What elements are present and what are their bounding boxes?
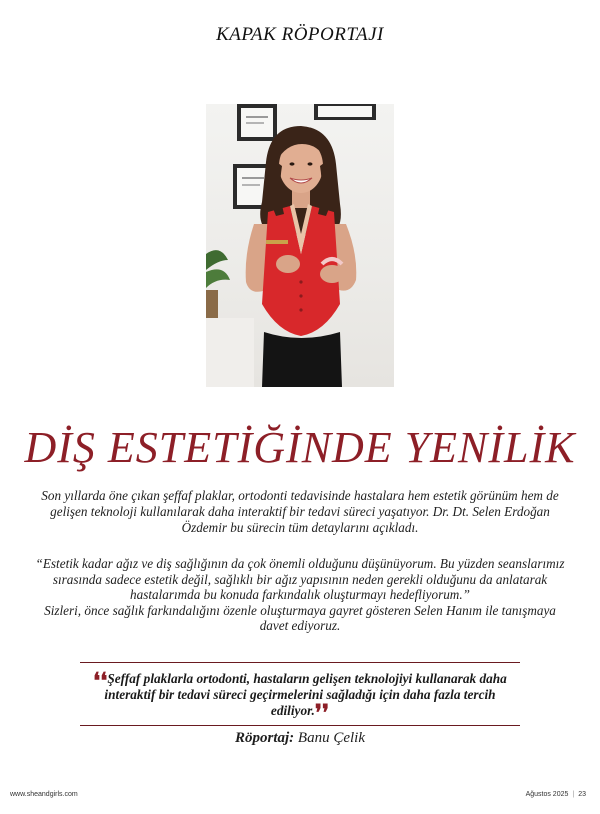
footer-issue: Ağustos 2025 [525, 791, 569, 798]
byline-name: Banu Çelik [297, 730, 365, 746]
portrait-illustration [206, 104, 394, 387]
article-invite: Sizleri, önce sağlık farkındalığını özenle oluşturmaya gayret gösteren Selen Hanım ile tanışmaya davet ediyoruz. [44, 602, 556, 633]
portrait-photo [206, 104, 394, 387]
footer-separator: | [572, 791, 575, 798]
article-title: DİŞ ESTETİĞİNDE YENİLİK [24, 423, 576, 472]
article-intro: Son yıllarda öne çıkan şeffaf plaklar, ortodonti tedavisinde hastalara hem estetik görünüm hem de gelişen teknoloji kullanılarak daha interaktif bir tedavi süreci yaşatıyor. Dr. Dt. Selen Erdoğan Özdemir bu sürecin tüm detaylarını açıkladı. [41, 488, 559, 535]
byline [0, 730, 600, 747]
close-quote-icon: ❜❜ [314, 700, 330, 726]
section-kicker: KAPAK RÖPORTAJI [216, 24, 384, 45]
pull-quote [80, 662, 520, 726]
footer-website: www.sheandgirls.com [10, 791, 78, 798]
pull-quote-text-wrap [80, 668, 520, 726]
pull-quote-text: Şeffaf plaklarla ortodonti, hastaların gelişen teknolojiyi kullanarak daha interaktif bir tedavi süreci geçirmelerini sağladığı için daha fazla tercih ediliyor. [104, 671, 507, 718]
footer-issue-info [526, 791, 586, 798]
article-quote: “Estetik kadar ağız ve diş sağlığının da çok önemli olduğunu düşünüyorum. Bu yüzden seanslarımız sırasında sadece estetik değil, sağlıklı bir ağız yapısının neden gerekli olduğunu da anlatarak hastalarımda bu konuda farkındalık oluşturmayı hedefliyorum.” [35, 556, 565, 602]
byline-label: Röportaj: [234, 730, 295, 746]
open-quote-icon: ❛❛ [93, 668, 108, 694]
footer-page-number: 23 [578, 791, 586, 798]
article-quote-block [30, 556, 570, 634]
